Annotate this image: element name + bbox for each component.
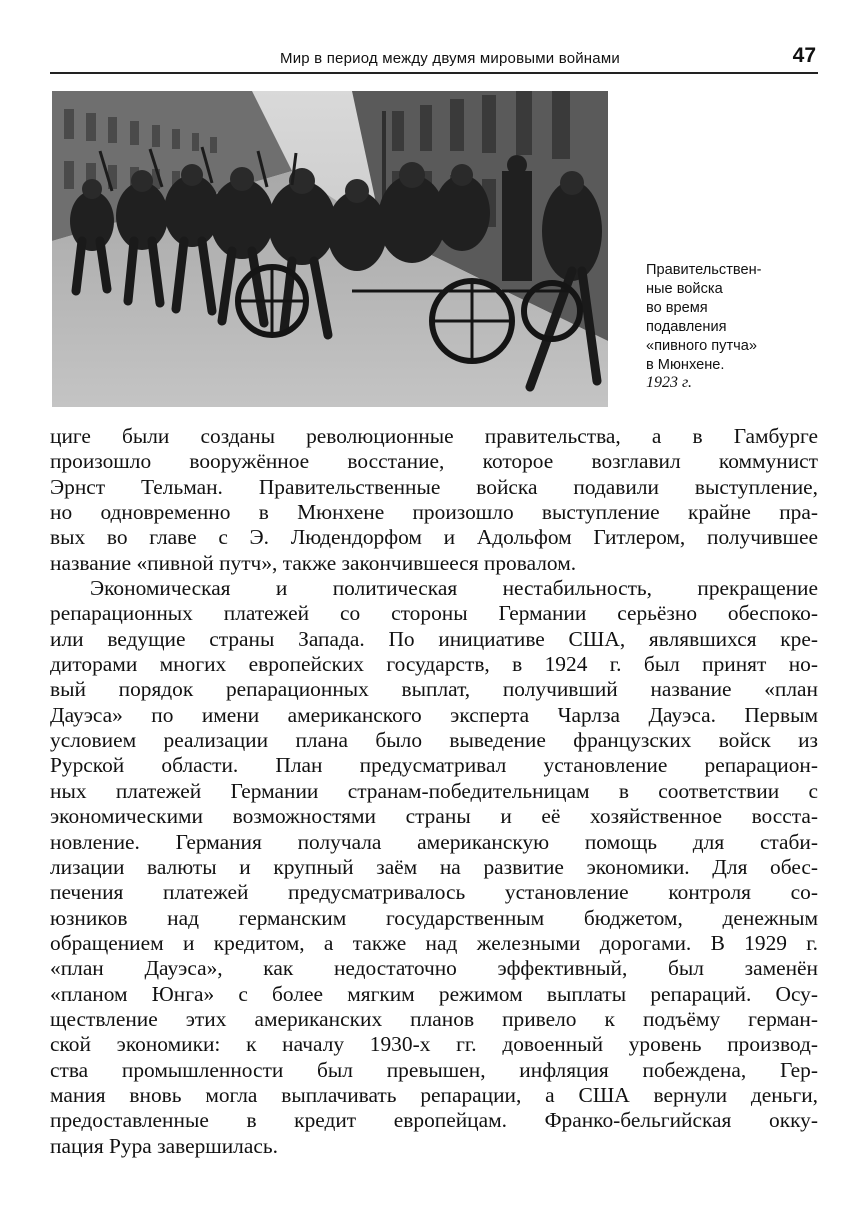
text-line: вый порядок репарационных выплат, получивший название «план xyxy=(50,677,818,702)
text-line: Рурской области. План предусматривал установление репарацион- xyxy=(50,753,818,778)
page-header xyxy=(50,44,818,74)
text-line: Экономическая и политическая нестабильность, прекращение xyxy=(90,576,818,601)
text-line: произошло вооружённое восстание, которое возглавил коммунист xyxy=(50,449,818,474)
text-line: циге были созданы революционные правительства, а в Гамбурге xyxy=(50,424,818,448)
figure-caption xyxy=(646,261,821,393)
caption-line: Правительствен- xyxy=(646,262,762,278)
text-line: ществление этих американских планов привело к подъёму герман- xyxy=(50,1006,818,1031)
caption-line: подавления xyxy=(646,318,727,335)
text-line: «план Дауэса», как недостаточно эффективный, был заменён xyxy=(50,956,818,981)
text-line: обращением и кредитом, а также над железными дорогами. В 1929 г. xyxy=(50,930,818,955)
text-line: но одновременно в Мюнхене произошло выступление крайне пра- xyxy=(50,500,818,525)
text-line: юзников над германским государственным бюджетом, денежным xyxy=(50,905,818,930)
text-line: экономическими возможностями страны и её хозяйственное восста- xyxy=(50,804,818,829)
historical-photo xyxy=(52,91,608,407)
text-line: вых во главе с Э. Людендорфом и Адольфом Гитлером, получившее xyxy=(50,525,818,550)
caption-line: в Мюнхене. xyxy=(646,356,725,373)
caption-line: ные войска xyxy=(646,280,723,297)
text-line: репарационных платежей со стороны Германии серьёзно обеспоко- xyxy=(50,601,818,626)
text-line: «планом Юнга» с более мягким режимом выплаты репараций. Осу- xyxy=(50,981,818,1006)
text-line: печения платежей предусматривалось установление контроля со- xyxy=(50,880,818,905)
text-line: название «пивной путч», также закончившееся провалом. xyxy=(50,550,577,575)
page-number: 47 xyxy=(792,44,816,67)
text-line: ства промышленности был превышен, инфляция побеждена, Гер- xyxy=(50,1057,818,1082)
running-title: Мир в период между двумя мировыми войнами xyxy=(280,50,620,67)
text-line: Эрнст Тельман. Правительственные войска подавили выступление, xyxy=(50,474,818,499)
body-text xyxy=(50,424,818,1159)
text-line: или ведущие страны Запада. По инициативе США, являвшихся кре- xyxy=(50,626,818,651)
text-line: предоставленные в кредит европейцам. Франко-бельгийская окку- xyxy=(50,1108,818,1133)
text-line: лизации валюты и крупный заём на развитие экономики. Для обес- xyxy=(50,854,818,879)
text-line: новление. Германия получала американскую помощь для стаби- xyxy=(50,829,818,854)
text-line: пация Рура завершилась. xyxy=(50,1133,278,1158)
caption-line: «пивного путча» xyxy=(646,337,757,354)
caption-year: 1923 г. xyxy=(646,374,693,392)
caption-line: во время xyxy=(646,299,708,316)
text-line: Дауэса» по имени американского эксперта Чарлза Дауэса. Первым xyxy=(50,702,818,727)
text-line: мания вновь могла выплачивать репарации, а США вернули деньги, xyxy=(50,1082,818,1107)
text-line: ской экономики: к началу 1930-х гг. довоенный уровень производ- xyxy=(50,1032,818,1057)
text-line: условием реализации плана было выведение французских войск из xyxy=(50,728,818,753)
text-line: диторами многих европейских государств, в 1924 г. был принят но- xyxy=(50,652,818,677)
text-line: ных платежей Германии странам-победительницам в соответствии с xyxy=(50,778,818,803)
